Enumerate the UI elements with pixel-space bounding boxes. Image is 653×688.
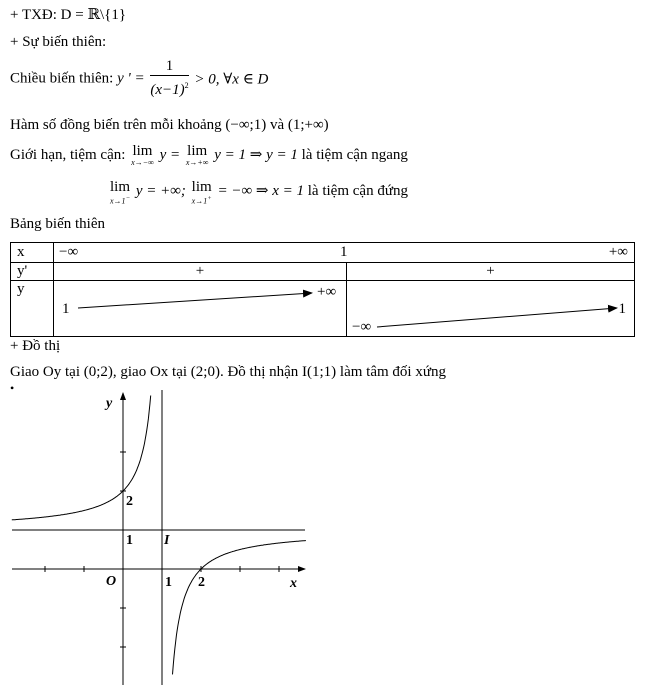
x-right: +∞ <box>608 244 628 260</box>
denominator-exponent: 2 <box>184 81 189 90</box>
y-one-label: 1 <box>126 533 133 548</box>
row-x-label: x <box>11 243 54 263</box>
y-right-cell <box>347 281 635 337</box>
gioi-han-mid1: y = <box>159 147 181 163</box>
bang-bien-thien-table <box>10 242 635 337</box>
row-y-label: y <box>11 281 54 337</box>
chieu-bien-thien-line <box>10 58 268 100</box>
derivative-fraction <box>150 58 188 100</box>
y-intercept-label: 2 <box>126 494 133 509</box>
dy-right: + <box>347 263 635 281</box>
dy-left: + <box>54 263 347 281</box>
x-mid: 1 <box>340 244 348 260</box>
tiem-can-dung-line <box>108 181 408 206</box>
gioi-han-tail: là tiệm cận ngang <box>301 147 408 163</box>
tiem-can-dung-mid1: y = +∞; <box>135 183 186 199</box>
dong-bien-line: Hàm số đồng biến trên mỗi khoảng (−∞;1) và (1;+∞) <box>10 117 329 133</box>
curve-right-branch <box>173 541 306 675</box>
y-left-start: 1 <box>62 301 70 317</box>
denominator-base: (x−1) <box>150 82 185 98</box>
y-left-end: +∞ <box>317 284 337 300</box>
lim-minus-inf <box>131 145 154 167</box>
lim-subscript: x→−∞ <box>131 158 154 167</box>
lim-subscript: x→+∞ <box>185 158 209 167</box>
bullet: • <box>10 381 15 395</box>
lim-subscript <box>192 194 212 206</box>
lim-subscript-base: x→1 <box>110 196 126 206</box>
table-row-dy <box>11 263 635 281</box>
gioi-han-line <box>10 145 408 167</box>
table-row-x <box>11 243 635 263</box>
txd-line <box>10 5 126 24</box>
x-axis-label: x <box>290 576 297 591</box>
lim-subscript-base: x→1 <box>191 196 208 206</box>
do-thi-heading: + Đồ thị <box>10 338 61 354</box>
y-axis-label: y <box>106 396 113 411</box>
lim-subscript-sign: − <box>125 195 131 202</box>
lim-one-plus <box>192 181 212 206</box>
center-I-label: I <box>164 533 170 548</box>
derivative-rhs: > 0, ∀x ∈ D <box>194 71 269 88</box>
lim-word: lim <box>110 179 131 195</box>
lim-subscript <box>110 194 130 206</box>
y-right-start: −∞ <box>352 319 372 335</box>
y-left-arrow <box>54 281 346 336</box>
tiem-can-dung-tail: là tiệm cận đứng <box>307 183 408 199</box>
chieu-bien-thien-label: Chiều biến thiên: <box>10 70 118 87</box>
bang-bien-thien-title: Bảng biến thiên <box>10 216 105 232</box>
lim-word: lim <box>191 179 212 195</box>
y-right-end: 1 <box>618 301 626 317</box>
y-left-cell <box>54 281 347 337</box>
lim-one-minus <box>110 181 130 206</box>
table-row-y <box>11 281 635 337</box>
lim-word: lim <box>132 143 153 159</box>
x-intercept-label: 2 <box>198 575 205 590</box>
lim-plus-inf <box>186 145 209 167</box>
giao-diem-line: Giao Oy tại (0;2), giao Ox tại (2;0). Đồ thị nhận I(1;1) làm tâm đối xứng <box>10 364 446 380</box>
origin-label: O <box>106 574 117 589</box>
fraction-numerator: 1 <box>150 58 188 76</box>
txd-prefix: + TXĐ: D = <box>10 7 88 23</box>
lim-word: lim <box>187 143 208 159</box>
su-bien-thien-heading: + Sự biến thiên: <box>10 34 107 50</box>
lim-subscript-sign: + <box>207 195 212 202</box>
gioi-han-label: Giới hạn, tiệm cận: <box>10 147 130 163</box>
gioi-han-mid2: y = 1 ⇒ y = 1 <box>214 147 298 163</box>
txd-set: ℝ\{1} <box>87 7 127 23</box>
row-dy-label: y' <box>11 263 54 281</box>
derivative-lhs: y ' = <box>117 70 145 87</box>
function-graph <box>0 385 320 688</box>
row-x-values <box>54 243 635 263</box>
fraction-denominator <box>150 76 188 100</box>
y-right-arrow <box>347 281 639 336</box>
x-left: −∞ <box>59 244 79 260</box>
x-one-label: 1 <box>165 575 172 590</box>
tiem-can-dung-mid2: = −∞ ⇒ x = 1 <box>217 183 305 199</box>
